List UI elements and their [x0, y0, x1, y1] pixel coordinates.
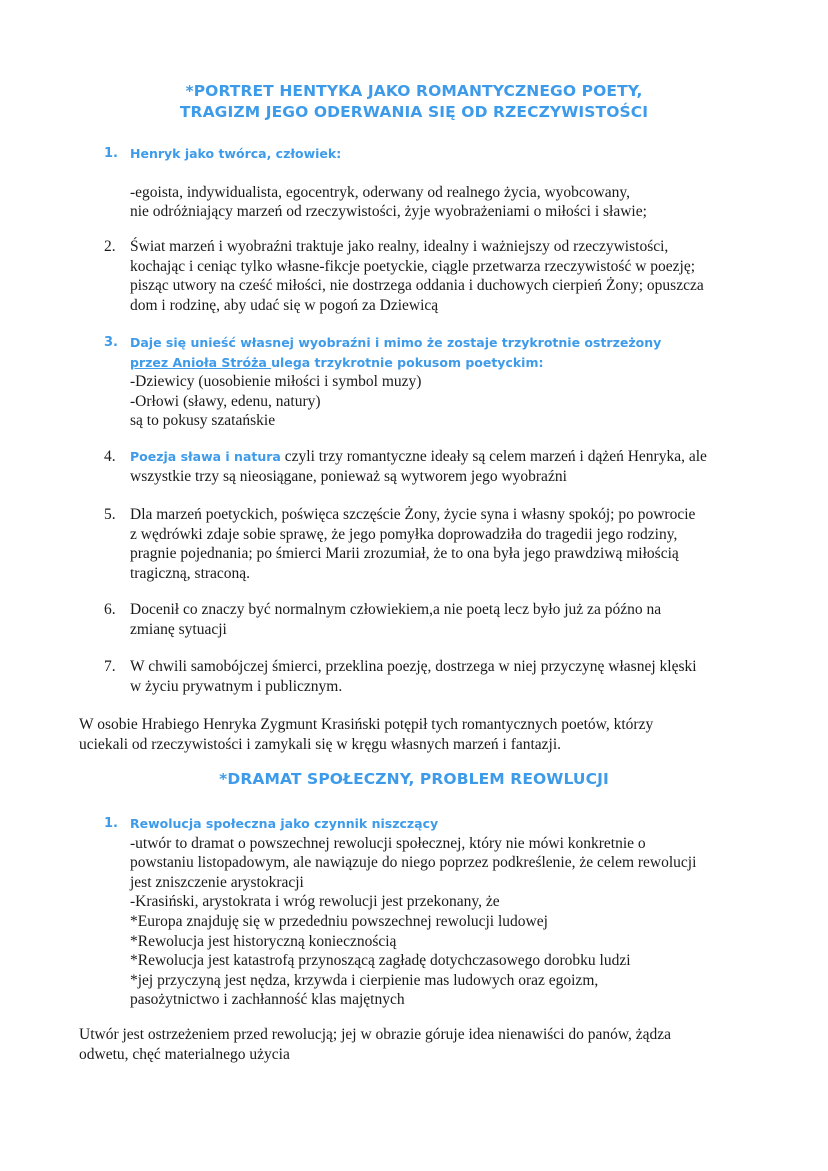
- item-number: 5.: [104, 506, 116, 523]
- section1-title-line1: *PORTRET HENTYKA JAKO ROMANTYCZNEGO POETY,: [185, 82, 643, 100]
- item-text-line: nie odróżniający marzeń od rzeczywistości, żyje wyobrażeniami o miłości i sławie;: [130, 203, 647, 221]
- guardian-angel-link[interactable]: przez Anioła Stróża: [130, 354, 272, 370]
- item-text-line: zmianę sytuacji: [130, 620, 227, 638]
- item-text-line: tragiczną, straconą.: [130, 564, 251, 582]
- summary-line: Utwór jest ostrzeżeniem przed rewolucją; jej w obrazie góruje idea nienawiści do panów, żądza: [79, 1026, 672, 1043]
- section2-title: *DRAMAT SPOŁECZNY, PROBLEM REOWLUCJI: [219, 770, 609, 788]
- item-text-line: dom i rodzinę, aby udać się w pogoń za Dziewicą: [130, 296, 439, 314]
- item-heading-rest: ulega trzykrotnie pokusom poetyckim:: [271, 354, 544, 370]
- item-text-line: powstaniu listopadowym, ale nawiązuje do niego poprzez podkreślenie, że celem rewolucji: [130, 854, 697, 872]
- summary-line: W osobie Hrabiego Henryka Zygmunt Krasiński potępił tych romantycznych poetów, którzy: [79, 716, 654, 733]
- item-text-line: W chwili samobójczej śmierci, przeklina poezję, dostrzega w niej przyczynę własnej klęski: [130, 658, 697, 675]
- item-text-line: z wędrówki zdaje sobie sprawę, że jego pomyłka doprowadziła do tragedii jego rodziny,: [130, 525, 678, 543]
- item-text-line: *Europa znajduję się w przededniu powszechnej rewolucji ludowej: [130, 912, 548, 930]
- item-text-line: -utwór to dramat o powszechnej rewolucji społecznej, który nie mówi konkretnie o: [130, 834, 646, 852]
- item-number: 2.: [104, 238, 116, 255]
- item-text-line: Docenił co znaczy być normalnym człowiekiem,a nie poetą lecz było już za późno na: [130, 601, 662, 618]
- item-text-line: pasożytnictwo i zachłanność klas majętnych: [130, 991, 405, 1009]
- item-number: 6.: [104, 601, 116, 618]
- item-text-line: w życiu prywatnym i publicznym.: [130, 677, 343, 695]
- item-text-line: -egoista, indywidualista, egocentryk, oderwany od realnego życia, wyobcowany,: [130, 183, 630, 201]
- item-number: 7.: [104, 658, 116, 675]
- item-heading: Poezja sława i natura: [130, 449, 281, 464]
- item-text-line: -Orłowi (sławy, edenu, natury): [130, 392, 321, 410]
- item-text-line: wszystkie trzy są nieosiągane, ponieważ są wytworem jego wyobraźni: [130, 467, 567, 485]
- item-number: 1.: [104, 146, 118, 161]
- item-text-line: -Dziewicy (uosobienie miłości i symbol muzy): [130, 373, 422, 391]
- section1-title-line2: TRAGIZM JEGO ODERWANIA SIĘ OD RZECZYWISTOŚCI: [179, 103, 649, 121]
- item-text-line: -Krasiński, arystokrata i wróg rewolucji jest przekonany, że: [130, 893, 500, 911]
- item-text-line: jest zniszczenie arystokracji: [130, 873, 304, 891]
- summary-line: uciekali od rzeczywistości i zamykali się w kręgu własnych marzeń i fantazji.: [79, 735, 562, 753]
- item-text-line: pragnie pojednania; po śmierci Marii zrozumiał, że to ona była jego prawdziwą miłością: [130, 545, 679, 563]
- item-text-line: *Rewolucja jest historyczną koniecznością: [130, 932, 397, 950]
- item-text-line: są to pokusy szatańskie: [130, 412, 276, 430]
- summary-line: odwetu, chęć materialnego użycia: [79, 1045, 290, 1063]
- item-text-line: Świat marzeń i wyobraźni traktuje jako realny, idealny i ważniejszy od rzeczywistości,: [130, 238, 669, 255]
- item-number: 3.: [104, 335, 118, 350]
- item-text-line: *jej przyczyną jest nędza, krzywda i cierpienie mas ludowych oraz egoizm,: [130, 971, 599, 989]
- item-text-line: *Rewolucja jest katastrofą przynoszącą zagładę dotychczasowego dorobku ludzi: [130, 952, 631, 970]
- item-text-line: czyli trzy romantyczne ideały są celem marzeń i dążeń Henryka, ale: [280, 448, 707, 465]
- item-text-line: Dla marzeń poetyckich, poświęca szczęście Żony, życie syna i własny spokój; po powrocie: [130, 506, 696, 523]
- item-heading: Rewolucja społeczna jako czynnik niszczący: [130, 816, 439, 831]
- section1-summary: [79, 715, 759, 754]
- item-heading: Daje się unieść własnej wyobraźni i mimo że zostaje trzykrotnie ostrzeżony: [130, 335, 662, 350]
- item-number: 1.: [104, 816, 118, 831]
- section2-summary: [79, 1025, 759, 1064]
- item-number: 4.: [104, 448, 116, 465]
- item-heading: Henryk jako twórca, człowiek:: [130, 146, 342, 161]
- item-text-line: pisząc utwory na cześć miłości, nie dostrzega oddania i duchowych cierpień Żony; opuszcza: [130, 277, 704, 295]
- item-text-line: kochając i ceniąc tylko własne-fikcje poetyckie, ciągle przetwarza rzeczywistość w poezję;: [130, 257, 696, 275]
